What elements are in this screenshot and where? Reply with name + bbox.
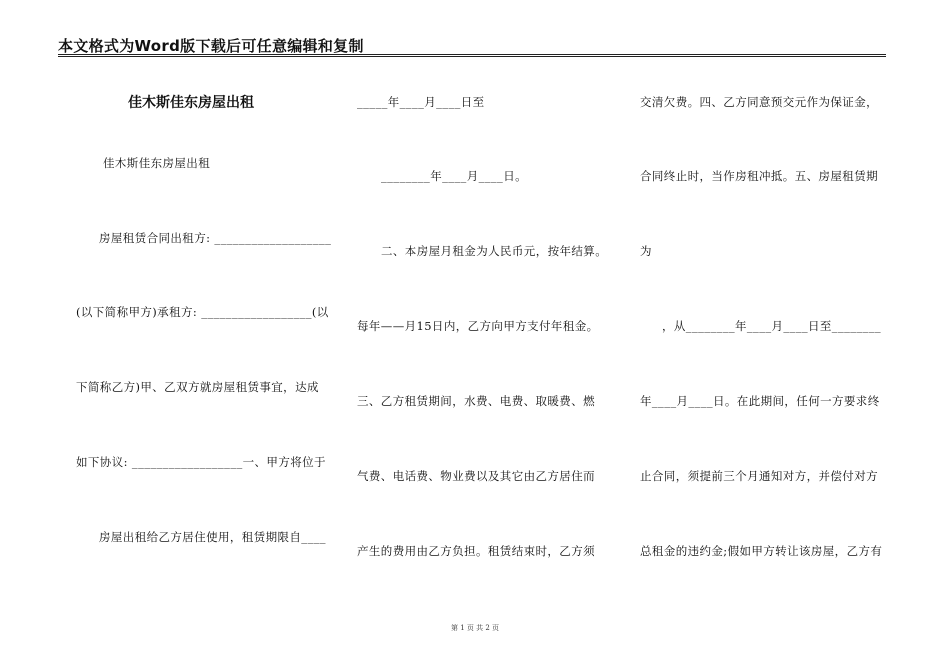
document-title: 佳木斯佳东房屋出租 — [128, 95, 254, 111]
text-line: 二、本房屋月租金为人民币元，按年结算。 — [381, 244, 608, 258]
text-line: 交清欠费。四、乙方同意预交元作为保证金， — [640, 95, 878, 109]
text-line: (以下简称甲方)承租方: __________________(以 — [76, 305, 329, 319]
text-line: 为 — [640, 244, 652, 258]
text-line: 每年——月15日内，乙方向甲方支付年租金。 — [357, 319, 599, 333]
text-line: ，从________年____月____日至________ — [662, 319, 881, 333]
header-rule-secondary — [58, 56, 886, 57]
text-line: 气费、电话费、物业费以及其它由乙方居住而 — [357, 469, 595, 483]
header-rule — [58, 54, 886, 55]
text-line: 产生的费用由乙方负担。租赁结束时，乙方须 — [357, 544, 595, 558]
text-line: 房屋出租给乙方居住使用，租赁期限自____ — [99, 530, 326, 544]
text-line: 总租金的违约金;假如甲方转让该房屋，乙方有 — [640, 544, 883, 558]
text-line: 合同终止时，当作房租冲抵。五、房屋租赁期 — [640, 169, 878, 183]
text-line: 止合同，须提前三个月通知对方，并偿付对方 — [640, 469, 878, 483]
text-line: 年____月____日。在此期间，任何一方要求终 — [640, 394, 880, 408]
header-text: 本文格式为Word版下载后可任意编辑和复制 — [58, 37, 364, 55]
page-number-footer: 第 1 页 共 2 页 — [450, 624, 500, 632]
text-line: 三、乙方租赁期间，水费、电费、取暖费、燃 — [357, 394, 595, 408]
text-line: 房屋租赁合同出租方: ___________________ — [99, 231, 332, 245]
text-line: 下简称乙方)甲、乙双方就房屋租赁事宜，达成 — [76, 380, 319, 394]
text-line: 如下协议: __________________一、甲方将位于 — [76, 455, 326, 469]
text-line: ________年____月____日。 — [381, 169, 527, 183]
text-line: 佳木斯佳东房屋出租 — [103, 156, 211, 170]
text-line: _____年____月____日至 — [357, 95, 485, 109]
